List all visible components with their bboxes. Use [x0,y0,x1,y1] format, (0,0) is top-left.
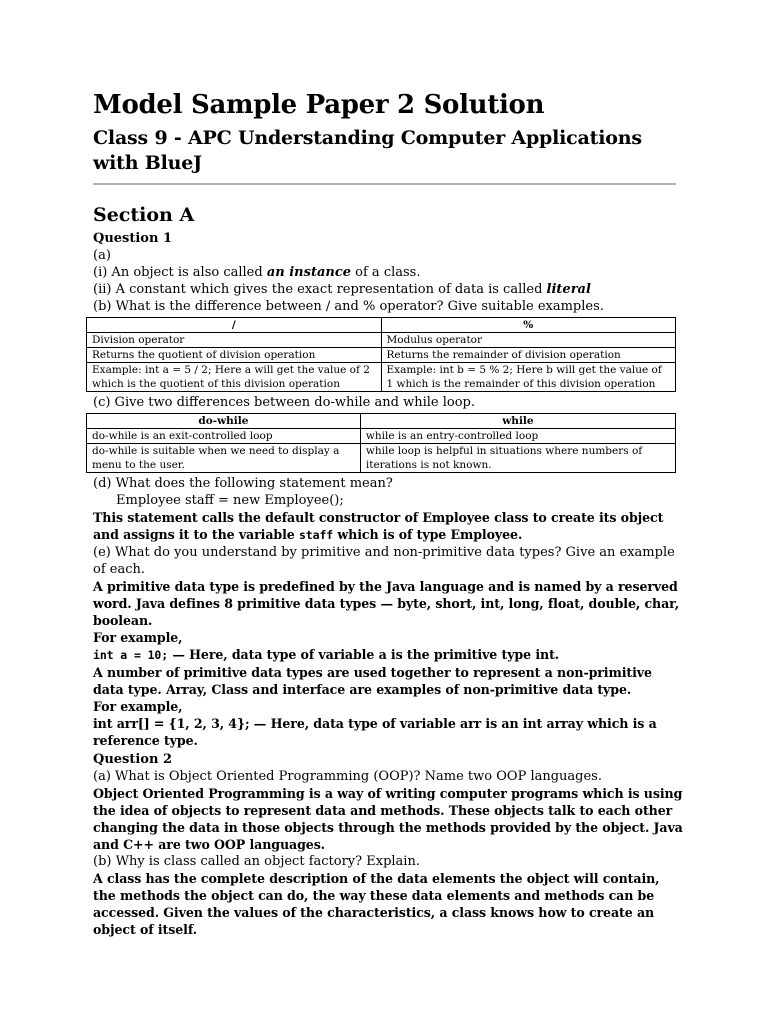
q1-a-label: (a) [93,248,111,263]
q2-b-question: (b) Why is class called an object factory? Explain. [93,854,420,869]
document-page [93,88,683,938]
q1-a-i [93,264,683,281]
table-cell: while is an entry-controlled loop [360,429,675,444]
q1-a-i-text-end: of a class. [351,265,421,280]
table-header-cell: % [381,318,676,333]
q1-e-answer-2 [93,646,683,664]
table-row [87,348,676,363]
q1-a-ii-answer: literal [546,282,591,297]
q1-e-answer-3: A number of primitive data types are used together to represent a non-primitive data type. Array, Class and interface are examples of non-primitive data type. [93,665,652,697]
page-title: Model Sample Paper 2 Solution [93,90,545,120]
table-header-cell: / [87,318,382,333]
table-header-row [87,318,676,333]
q1-a-ii-text: (ii) A constant which gives the exact representation of data is called [93,282,547,297]
loop-comparison-table [86,413,676,473]
table-cell: Division operator [87,333,382,348]
q1-d-code: Employee staff = new Employee(); [116,493,344,508]
q1-d-question: (d) What does the following statement mean? [93,476,393,491]
q2-a-answer: Object Oriented Programming is a way of writing computer programs which is using the idea of objects to represent data and methods. These objects talk to each other changing the data in those objects through the methods provided by the object. Java and C++ are two OOP languages. [93,786,683,852]
table-header-cell: do-while [87,414,361,429]
question-1-heading: Question 1 [93,231,173,246]
table-row [87,444,676,473]
table-cell: do-while is suitable when we need to display a menu to the user. [87,444,361,473]
q1-e-answer-2-text: — Here, data type of variable a is the primitive type int. [168,647,560,662]
table-cell: Returns the remainder of division operation [381,348,676,363]
table-cell: Example: int a = 5 / 2; Here a will get the value of 2 which is the quotient of this division operation [87,363,382,392]
q1-d-answer-code: staff [298,528,334,542]
q2-b-answer: A class has the complete description of the data elements the object will contain, the methods the object can do, the way these data elements and methods can be accessed. Given the values of the characteristics, a class knows how to create an object of itself. [93,871,660,937]
q1-e-for-example-1: For example, [93,630,183,645]
page-subtitle: Class 9 - APC Understanding Computer Applications with BlueJ [93,127,642,174]
q1-a-i-text: (i) An object is also called [93,265,267,280]
table-row [87,429,676,444]
q1-a-i-answer: an instance [266,265,352,280]
q1-e-question: (e) What do you understand by primitive and non-primitive data types? Give an example of each. [93,545,675,577]
table-cell: Modulus operator [381,333,676,348]
q1-e-answer-4: int arr[] = {1, 2, 3, 4}; — Here, data type of variable arr is an int array which is a reference type. [93,716,657,748]
q1-e-answer-1: A primitive data type is predefined by the Java language and is named by a reserved word. Java defines 8 primitive data types — byte, short, int, long, float, double, char, boolean. [93,579,680,628]
table-cell: Example: int b = 5 % 2; Here b will get the value of 1 which is the remainder of this division operation [381,363,676,392]
question-2-heading: Question 2 [93,752,173,767]
operator-comparison-table [86,317,676,392]
q1-e-for-example-2: For example, [93,699,183,714]
table-header-row [87,414,676,429]
q1-e-code: int a = 10; [93,648,169,662]
table-row [87,363,676,392]
q1-c-question: (c) Give two differences between do-while and while loop. [93,395,475,410]
q1-b-question: (b) What is the difference between / and % operator? Give suitable examples. [93,299,604,314]
table-cell: do-while is an exit-controlled loop [87,429,361,444]
q1-d-answer-text: This statement calls the default constructor of Employee class to create its object and assigns it to the variable [93,510,664,542]
title-divider [93,183,676,185]
q1-d-answer [93,509,683,544]
section-heading: Section A [93,204,195,226]
q1-d-answer-text-end: which is of type Employee. [333,527,523,542]
table-header-cell: while [360,414,675,429]
q1-a-ii [93,281,683,298]
table-cell: Returns the quotient of division operation [87,348,382,363]
table-cell: while loop is helpful in situations where numbers of iterations is not known. [360,444,675,473]
q2-a-question: (a) What is Object Oriented Programming (OOP)? Name two OOP languages. [93,769,602,784]
table-row [87,333,676,348]
